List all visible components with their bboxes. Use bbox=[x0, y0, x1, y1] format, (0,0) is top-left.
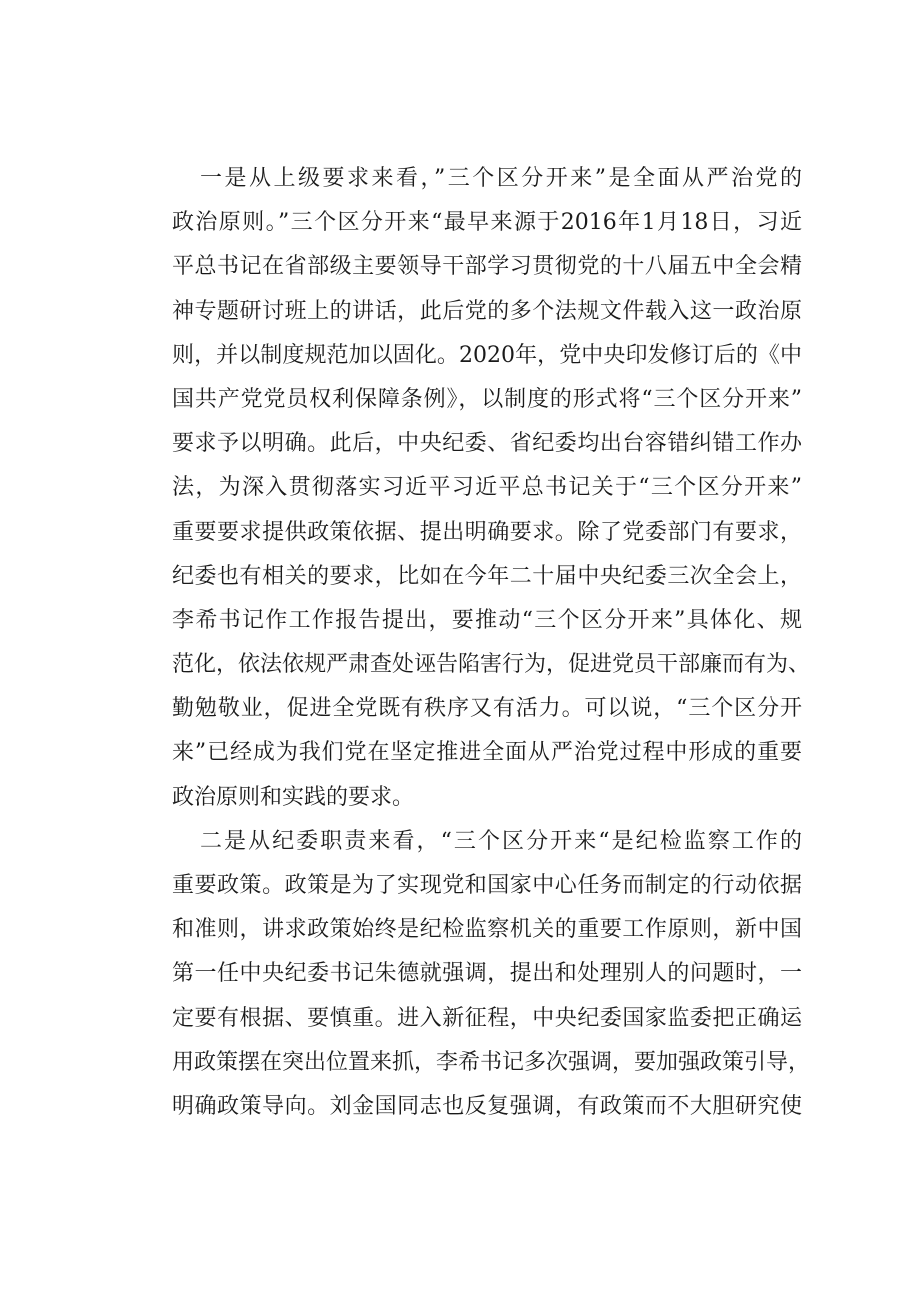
paragraph-line: 第一任中央纪委书记朱德就强调，提出和处理别人的问题时，一 bbox=[172, 961, 802, 987]
paragraph-1 bbox=[172, 157, 811, 820]
paragraph-line: 政治原则。”三个区分开来“最早来源于2016年1月18日，习近 bbox=[172, 210, 802, 236]
paragraph-line: 国共产党党员权利保障条例》，以制度的形式将“三个区分开来” bbox=[172, 386, 802, 412]
paragraph-line: 法，为深入贯彻落实习近平习近平总书记关于“三个区分开来” bbox=[172, 475, 802, 501]
paragraph-line: 重要要求提供政策依据、提出明确要求。除了党委部门有要求， bbox=[172, 519, 802, 545]
paragraph-line: 来”已经成为我们党在坚定推进全面从严治党过程中形成的重要 bbox=[172, 740, 802, 766]
paragraph-line: 纪委也有相关的要求，比如在今年二十届中央纪委三次全会上， bbox=[172, 563, 802, 589]
paragraph-line: 重要政策。政策是为了实现党和国家中心任务而制定的行动依据 bbox=[172, 873, 802, 898]
paragraph-line: 一是从上级要求来看，”三个区分开来”是全面从严治党的 bbox=[200, 166, 802, 191]
paragraph-line: 神专题研讨班上的讲话，此后党的多个法规文件载入这一政治原 bbox=[172, 298, 802, 324]
paragraph-line: 则，并以制度规范加以固化。2020年，党中央印发修订后的《中 bbox=[172, 342, 802, 368]
paragraph-line: 定要有根据、要慎重。进入新征程，中央纪委国家监委把正确运 bbox=[172, 1005, 802, 1031]
paragraph-line: 平总书记在省部级主要领导干部学习贯彻党的十八届五中全会精 bbox=[172, 254, 802, 280]
paragraph-line: 要求予以明确。此后，中央纪委、省纪委均出台容错纠错工作办 bbox=[172, 431, 802, 457]
paragraph-line: 政治原则和实践的要求。 bbox=[172, 784, 415, 810]
paragraph-line: 范化，依法依规严肃查处诬告陷害行为，促进党员干部廉而有为、 bbox=[172, 652, 811, 678]
paragraph-line: 用政策摆在突出位置来抓，李希书记多次强调，要加强政策引导， bbox=[172, 1049, 811, 1075]
paragraph-2 bbox=[172, 820, 811, 1129]
paragraph-line: 明确政策导向。刘金国同志也反复强调，有政策而不大胆研究使 bbox=[172, 1093, 802, 1119]
paragraph-line: 二是从纪委职责来看，“三个区分开来“是纪检监察工作的 bbox=[200, 828, 802, 854]
paragraph-line: 李希书记作工作报告提出，要推动“三个区分开来”具体化、规 bbox=[172, 607, 802, 633]
paragraph-line: 勤勉敬业，促进全党既有秩序又有活力。可以说，“三个区分开 bbox=[172, 696, 802, 722]
paragraph-line: 和准则，讲求政策始终是纪检监察机关的重要工作原则，新中国 bbox=[172, 917, 802, 943]
document-body bbox=[172, 157, 811, 1129]
